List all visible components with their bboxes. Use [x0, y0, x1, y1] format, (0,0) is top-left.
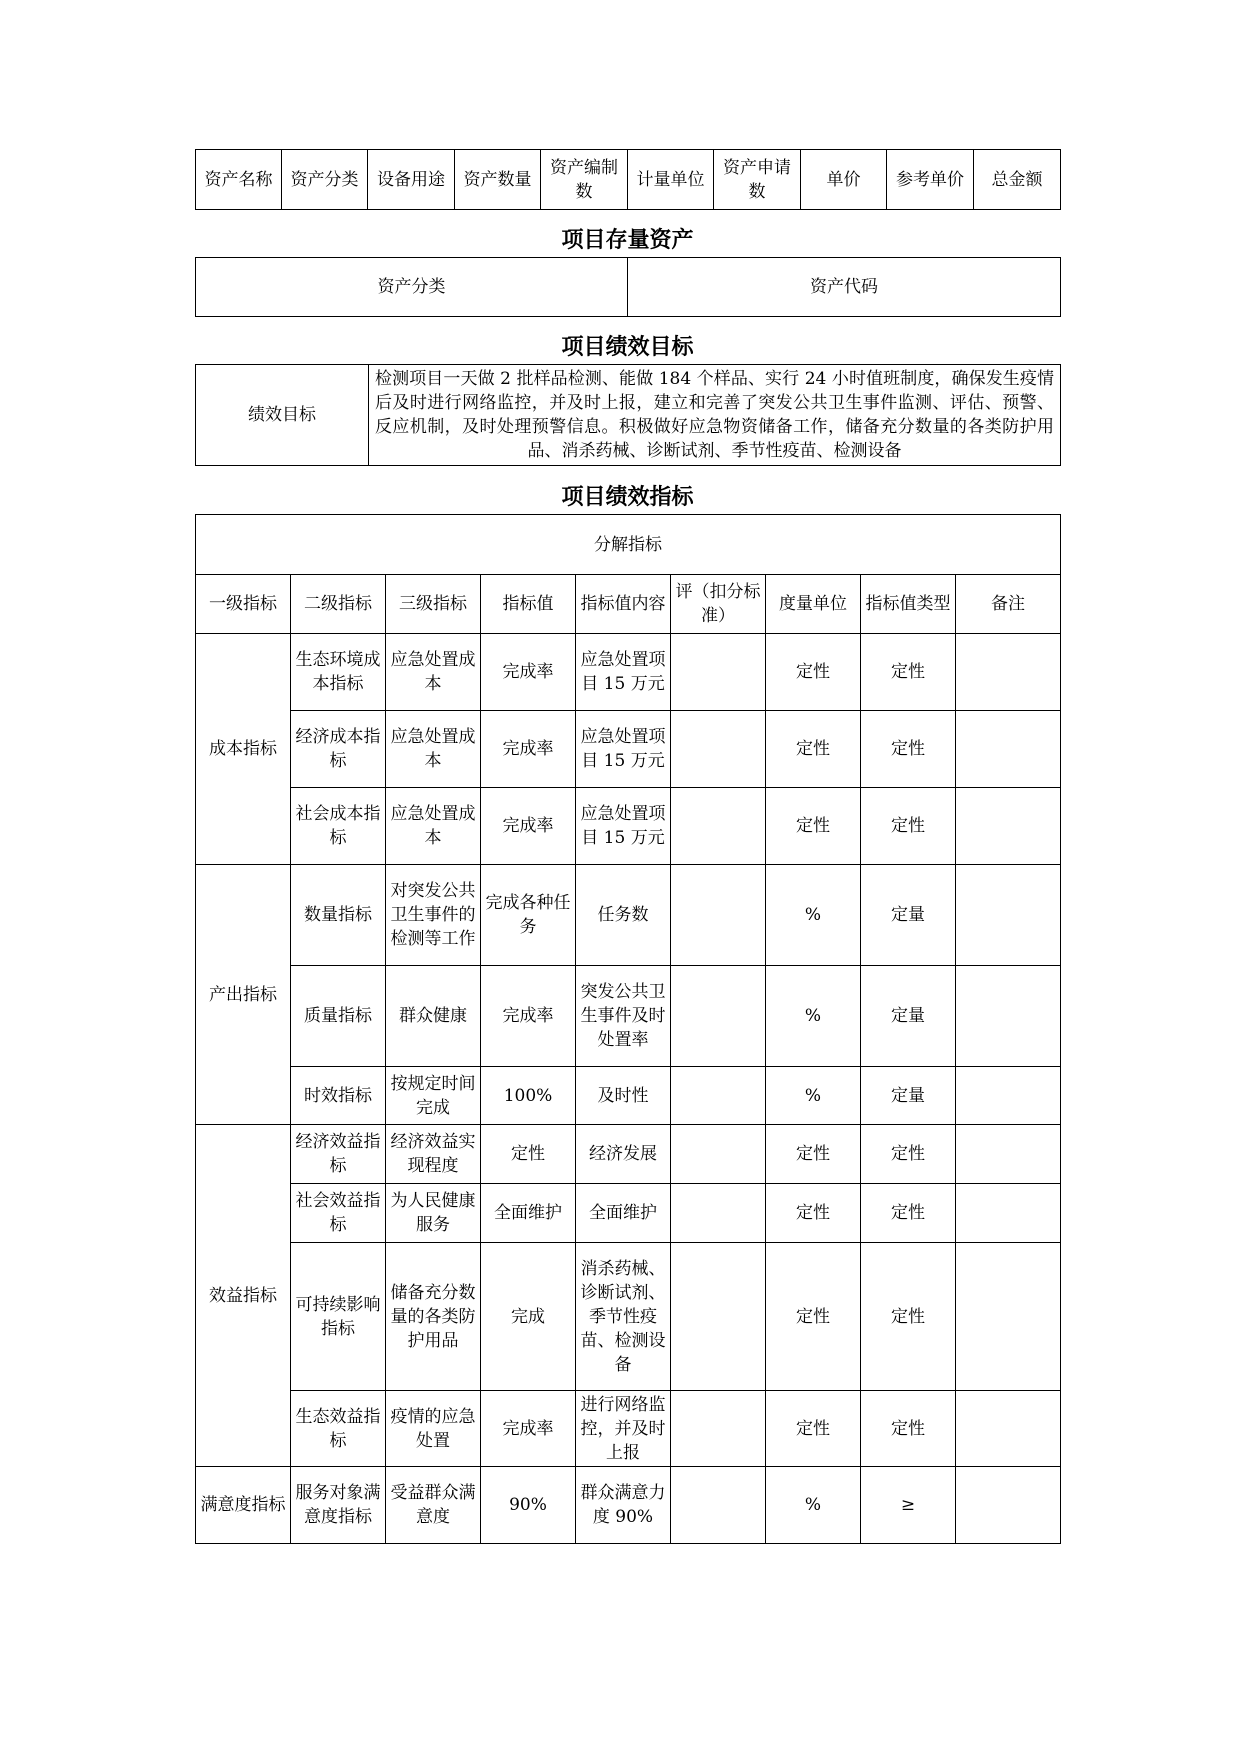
indicator-value-cell: 完成率: [481, 966, 576, 1067]
unit-cell: %: [766, 966, 861, 1067]
indicator-header-cell: 二级指标: [291, 575, 386, 634]
value-type-cell: 定性: [861, 711, 956, 788]
level2-cell: 经济效益指标: [291, 1125, 386, 1184]
level2-cell: 生态效益指标: [291, 1391, 386, 1467]
indicator-row: [196, 711, 1061, 788]
note-cell: [956, 711, 1061, 788]
indicator-value-cell: 定性: [481, 1125, 576, 1184]
note-cell: [956, 1184, 1061, 1243]
note-cell: [956, 1467, 1061, 1544]
indicator-row: [196, 1391, 1061, 1467]
value-content-cell: 及时性: [576, 1067, 671, 1125]
value-content-cell: 应急处置项目 15 万元: [576, 788, 671, 865]
level3-cell: 对突发公共卫生事件的检测等工作: [386, 865, 481, 966]
indicator-row: [196, 865, 1061, 966]
score-cell: [671, 1243, 766, 1391]
level1-cell: 成本指标: [196, 634, 291, 865]
asset-header-cell: 设备用途: [368, 150, 455, 210]
indicator-value-cell: 全面维护: [481, 1184, 576, 1243]
value-type-cell: 定量: [861, 966, 956, 1067]
score-cell: [671, 1391, 766, 1467]
indicator-header-cell: 指标值类型: [861, 575, 956, 634]
indicator-header-cell: 三级指标: [386, 575, 481, 634]
level1-cell: 满意度指标: [196, 1467, 291, 1544]
indicator-row: [196, 788, 1061, 865]
indicator-header-cell: 指标值: [481, 575, 576, 634]
goal-label: 绩效目标: [196, 365, 369, 466]
note-cell: [956, 634, 1061, 711]
indicator-value-cell: 完成率: [481, 711, 576, 788]
asset-header-cell: 参考单价: [887, 150, 974, 210]
level3-cell: 按规定时间完成: [386, 1067, 481, 1125]
level3-cell: 储备充分数量的各类防护用品: [386, 1243, 481, 1391]
level2-cell: 服务对象满意度指标: [291, 1467, 386, 1544]
score-cell: [671, 1125, 766, 1184]
indicator-row: [196, 966, 1061, 1067]
note-cell: [956, 865, 1061, 966]
indicator-row: [196, 1067, 1061, 1125]
indicator-row: [196, 634, 1061, 711]
unit-cell: 定性: [766, 1125, 861, 1184]
note-cell: [956, 1391, 1061, 1467]
goal-section-title: 项目绩效目标: [561, 335, 694, 360]
level2-cell: 生态环境成本指标: [291, 634, 386, 711]
value-type-cell: 定性: [861, 788, 956, 865]
level1-cell: 产出指标: [196, 865, 291, 1125]
score-cell: [671, 711, 766, 788]
asset-header-cell: 资产分类: [282, 150, 368, 210]
score-cell: [671, 966, 766, 1067]
level3-cell: 受益群众满意度: [386, 1467, 481, 1544]
unit-cell: %: [766, 1067, 861, 1125]
score-cell: [671, 1467, 766, 1544]
goal-text: 检测项目一天做 2 批样品检测、能做 184 个样品、实行 24 小时值班制度，确保发生疫情后及时进行网络监控，并及时上报，建立和完善了突发公共卫生事件监测、评估、预警、反应机制，及时处理预警信息。积极做好应急物资储备工作，储备充分数量的各类防护用品、消杀药械、诊断试剂、季节性疫苗、检测设备: [369, 365, 1061, 466]
score-cell: [671, 865, 766, 966]
indicator-row: [196, 1467, 1061, 1544]
indicator-section-title: 项目绩效指标: [561, 485, 694, 510]
score-cell: [671, 1184, 766, 1243]
unit-cell: 定性: [766, 711, 861, 788]
stock-table: [195, 257, 1061, 317]
asset-header-cell: 总金额: [974, 150, 1061, 210]
asset-header-cell: 单价: [801, 150, 887, 210]
goal-table: [195, 364, 1061, 466]
indicator-row: [196, 1125, 1061, 1184]
indicator-table: [195, 514, 1061, 1544]
value-content-cell: 应急处置项目 15 万元: [576, 711, 671, 788]
stock-header-cell: 资产代码: [628, 258, 1061, 317]
indicator-value-cell: 完成各种任务: [481, 865, 576, 966]
value-content-cell: 经济发展: [576, 1125, 671, 1184]
value-content-cell: 突发公共卫生事件及时处置率: [576, 966, 671, 1067]
level2-cell: 数量指标: [291, 865, 386, 966]
level2-cell: 可持续影响指标: [291, 1243, 386, 1391]
value-type-cell: 定性: [861, 1125, 956, 1184]
indicator-value-cell: 完成率: [481, 1391, 576, 1467]
value-content-cell: 全面维护: [576, 1184, 671, 1243]
indicator-value-cell: 完成: [481, 1243, 576, 1391]
level3-cell: 经济效益实现程度: [386, 1125, 481, 1184]
asset-table: [195, 149, 1061, 210]
level3-cell: 应急处置成本: [386, 634, 481, 711]
indicator-header-cell: 备注: [956, 575, 1061, 634]
indicator-header-cell: 度量单位: [766, 575, 861, 634]
value-type-cell: 定性: [861, 1184, 956, 1243]
unit-cell: 定性: [766, 1391, 861, 1467]
indicator-header-cell: 评（扣分标准）: [671, 575, 766, 634]
level2-cell: 质量指标: [291, 966, 386, 1067]
value-type-cell: 定量: [861, 1067, 956, 1125]
level1-cell: 效益指标: [196, 1125, 291, 1467]
indicator-row: [196, 1184, 1061, 1243]
note-cell: [956, 1243, 1061, 1391]
decompose-header: 分解指标: [196, 515, 1061, 575]
value-content-cell: 进行网络监控，并及时上报: [576, 1391, 671, 1467]
asset-header-cell: 资产数量: [455, 150, 541, 210]
indicator-row: [196, 1243, 1061, 1391]
level3-cell: 应急处置成本: [386, 711, 481, 788]
unit-cell: %: [766, 1467, 861, 1544]
value-type-cell: 定量: [861, 865, 956, 966]
score-cell: [671, 788, 766, 865]
level3-cell: 疫情的应急处置: [386, 1391, 481, 1467]
level2-cell: 经济成本指标: [291, 711, 386, 788]
value-content-cell: 群众满意力度 90%: [576, 1467, 671, 1544]
asset-header-cell: 资产编制数: [541, 150, 628, 210]
indicator-value-cell: 完成率: [481, 634, 576, 711]
level3-cell: 为人民健康服务: [386, 1184, 481, 1243]
asset-header-row: [196, 150, 1061, 210]
indicator-value-cell: 100%: [481, 1067, 576, 1125]
value-content-cell: 应急处置项目 15 万元: [576, 634, 671, 711]
value-content-cell: 消杀药械、诊断试剂、季节性疫苗、检测设备: [576, 1243, 671, 1391]
stock-header-cell: 资产分类: [196, 258, 628, 317]
note-cell: [956, 788, 1061, 865]
level3-cell: 群众健康: [386, 966, 481, 1067]
value-type-cell: 定性: [861, 634, 956, 711]
indicator-value-cell: 完成率: [481, 788, 576, 865]
indicator-header-cell: 指标值内容: [576, 575, 671, 634]
level2-cell: 社会成本指标: [291, 788, 386, 865]
value-content-cell: 任务数: [576, 865, 671, 966]
unit-cell: 定性: [766, 1184, 861, 1243]
unit-cell: 定性: [766, 1243, 861, 1391]
stock-section-title: 项目存量资产: [561, 228, 694, 253]
value-type-cell: 定性: [861, 1243, 956, 1391]
level2-cell: 社会效益指标: [291, 1184, 386, 1243]
unit-cell: %: [766, 865, 861, 966]
indicator-header-row: [196, 575, 1061, 634]
score-cell: [671, 634, 766, 711]
indicator-value-cell: 90%: [481, 1467, 576, 1544]
indicator-header-cell: 一级指标: [196, 575, 291, 634]
unit-cell: 定性: [766, 634, 861, 711]
note-cell: [956, 1067, 1061, 1125]
score-cell: [671, 1067, 766, 1125]
unit-cell: 定性: [766, 788, 861, 865]
note-cell: [956, 966, 1061, 1067]
value-type-cell: 定性: [861, 1391, 956, 1467]
asset-header-cell: 计量单位: [628, 150, 714, 210]
value-type-cell: ≥: [861, 1467, 956, 1544]
asset-header-cell: 资产名称: [196, 150, 282, 210]
asset-header-cell: 资产申请数: [714, 150, 801, 210]
level2-cell: 时效指标: [291, 1067, 386, 1125]
note-cell: [956, 1125, 1061, 1184]
level3-cell: 应急处置成本: [386, 788, 481, 865]
